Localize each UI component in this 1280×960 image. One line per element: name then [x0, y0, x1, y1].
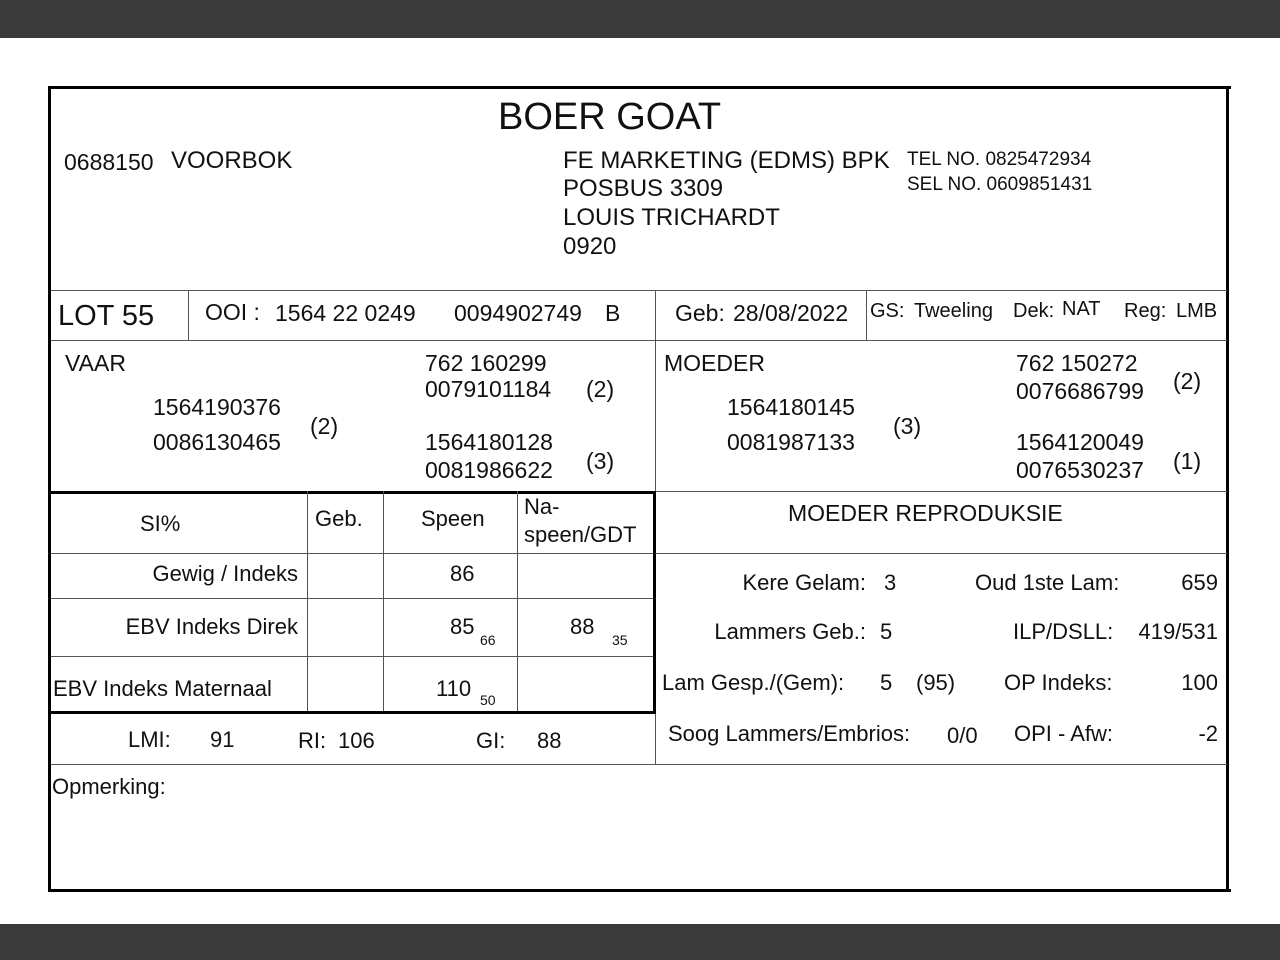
ilp-value: 419/531	[1138, 619, 1218, 644]
remarks-label: Opmerking:	[52, 774, 166, 799]
si-row2-speen-sub: 66	[480, 632, 496, 648]
lmi-value: 91	[210, 727, 235, 752]
frame-bottom	[48, 889, 1231, 892]
rule-si-top	[51, 491, 656, 494]
naspeen-header-1: Na-	[524, 494, 560, 519]
si-row3-speen-sub: 50	[480, 692, 496, 708]
si-row2-naspeen-sub: 35	[612, 632, 628, 648]
speen-header: Speen	[421, 506, 485, 531]
rule-si-col2	[383, 491, 384, 711]
soog-label: Soog Lammers/Embrios:	[668, 721, 911, 746]
oud-label: Oud 1ste Lam:	[975, 570, 1120, 595]
lmi-label: LMI:	[128, 727, 171, 752]
rule-si-row1	[51, 598, 655, 599]
rule-header	[51, 290, 1227, 291]
rule-si-head	[51, 553, 1227, 554]
dam-number: 0081987133	[727, 429, 855, 455]
opi-label: OPI - Afw:	[1014, 721, 1114, 746]
kere-label: Kere Gelam:	[742, 570, 866, 595]
oud-value: 659	[1181, 570, 1218, 595]
dek-value: NAT	[1062, 298, 1101, 320]
kere-value: 3	[884, 570, 897, 595]
si-header: SI%	[140, 511, 181, 536]
ooi-number: 0094902749	[454, 300, 582, 326]
sire-sire-count: (2)	[586, 376, 615, 402]
breeder-name: VOORBOK	[171, 147, 293, 174]
op-label: OP Indeks:	[1004, 670, 1113, 695]
rule-indices	[51, 764, 1227, 765]
gesp-value: 5	[880, 670, 893, 695]
ooi-label: OOI :	[205, 299, 260, 325]
si-row2-naspeen: 88	[570, 614, 595, 639]
birth-label: Geb:	[675, 300, 725, 326]
lot-number: LOT 55	[58, 300, 155, 332]
dam-sire-id: 762 150272	[1016, 350, 1138, 376]
rule-si-col3	[517, 491, 518, 711]
ooi-id: 1564 22 0249	[275, 300, 416, 326]
card-title: BOER GOAT	[498, 96, 722, 138]
seller-address-2: LOUIS TRICHARDT	[563, 204, 780, 231]
si-row3-label: EBV Indeks Maternaal	[53, 676, 272, 701]
gs-value: Tweeling	[914, 300, 993, 322]
sire-dam-id: 1564180128	[425, 429, 553, 455]
frame-top	[48, 86, 1231, 89]
rule-gs-divider	[866, 290, 867, 340]
ri-label: RI:	[298, 728, 327, 753]
sire-dam-count: (3)	[586, 448, 615, 474]
dam-sire-count: (2)	[1173, 368, 1202, 394]
sire-count: (2)	[310, 413, 339, 439]
ooi-grade: B	[605, 300, 621, 326]
gs-label: GS:	[870, 300, 905, 322]
geb-header: Geb.	[315, 506, 363, 531]
dam-dam-count: (1)	[1173, 448, 1202, 474]
sire-dam-number: 0081986622	[425, 457, 553, 483]
si-row1-speen: 86	[450, 561, 475, 586]
dam-id: 1564180145	[727, 394, 855, 420]
sire-sire-id: 762 160299	[425, 350, 547, 376]
rule-si-right	[653, 491, 656, 714]
dam-sire-number: 0076686799	[1016, 378, 1144, 404]
sire-sire-number: 0079101184	[425, 376, 552, 402]
si-row2-label: EBV Indeks Direk	[125, 614, 298, 639]
si-row2-speen: 85	[450, 614, 475, 639]
sire-number: 0086130465	[153, 429, 281, 455]
seller-address-1: POSBUS 3309	[563, 175, 724, 202]
gi-value: 88	[537, 728, 562, 753]
birth-date: 28/08/2022	[733, 300, 849, 326]
si-row3-speen: 110	[436, 676, 472, 701]
seller-company: FE MARKETING (EDMS) BPK	[563, 147, 890, 174]
naspeen-header-2: speen/GDT	[524, 522, 637, 547]
soog-value: 0/0	[947, 723, 978, 748]
ilp-label: ILP/DSLL:	[1013, 619, 1114, 644]
repro-title: MOEDER REPRODUKSIE	[788, 500, 1063, 526]
reg-value: LMB	[1176, 300, 1218, 322]
dek-label: Dek:	[1013, 300, 1055, 322]
breeder-number: 0688150	[64, 149, 154, 175]
lammers-label: Lammers Geb.:	[714, 619, 866, 644]
frame-right	[1226, 86, 1229, 892]
lammers-value: 5	[880, 619, 893, 644]
opi-value: -2	[1198, 721, 1218, 746]
dam-label: MOEDER	[664, 350, 765, 376]
gem-value: (95)	[916, 670, 956, 695]
rule-si-row2	[51, 656, 655, 657]
gesp-label: Lam Gesp./(Gem):	[662, 670, 845, 695]
rule-repro-top	[655, 491, 1227, 492]
gi-label: GI:	[476, 728, 506, 753]
dam-count: (3)	[893, 413, 922, 439]
reg-label: Reg:	[1124, 300, 1167, 322]
op-value: 100	[1181, 670, 1218, 695]
dam-dam-number: 0076530237	[1016, 457, 1144, 483]
rule-si-bottom	[51, 711, 656, 714]
dam-dam-id: 1564120049	[1016, 429, 1144, 455]
rule-si-col1	[307, 491, 308, 711]
rule-lot	[51, 340, 1227, 341]
si-row1-label: Gewig / Indeks	[152, 561, 298, 586]
rule-lot-divider	[188, 290, 189, 340]
seller-sel: SEL NO. 0609851431	[907, 174, 1093, 195]
seller-tel: TEL NO. 0825472934	[907, 149, 1092, 170]
seller-address-3: 0920	[563, 233, 617, 260]
sire-id: 1564190376	[153, 394, 281, 420]
frame-left	[48, 86, 51, 892]
ri-value: 106	[338, 728, 375, 753]
sire-label: VAAR	[65, 350, 126, 376]
